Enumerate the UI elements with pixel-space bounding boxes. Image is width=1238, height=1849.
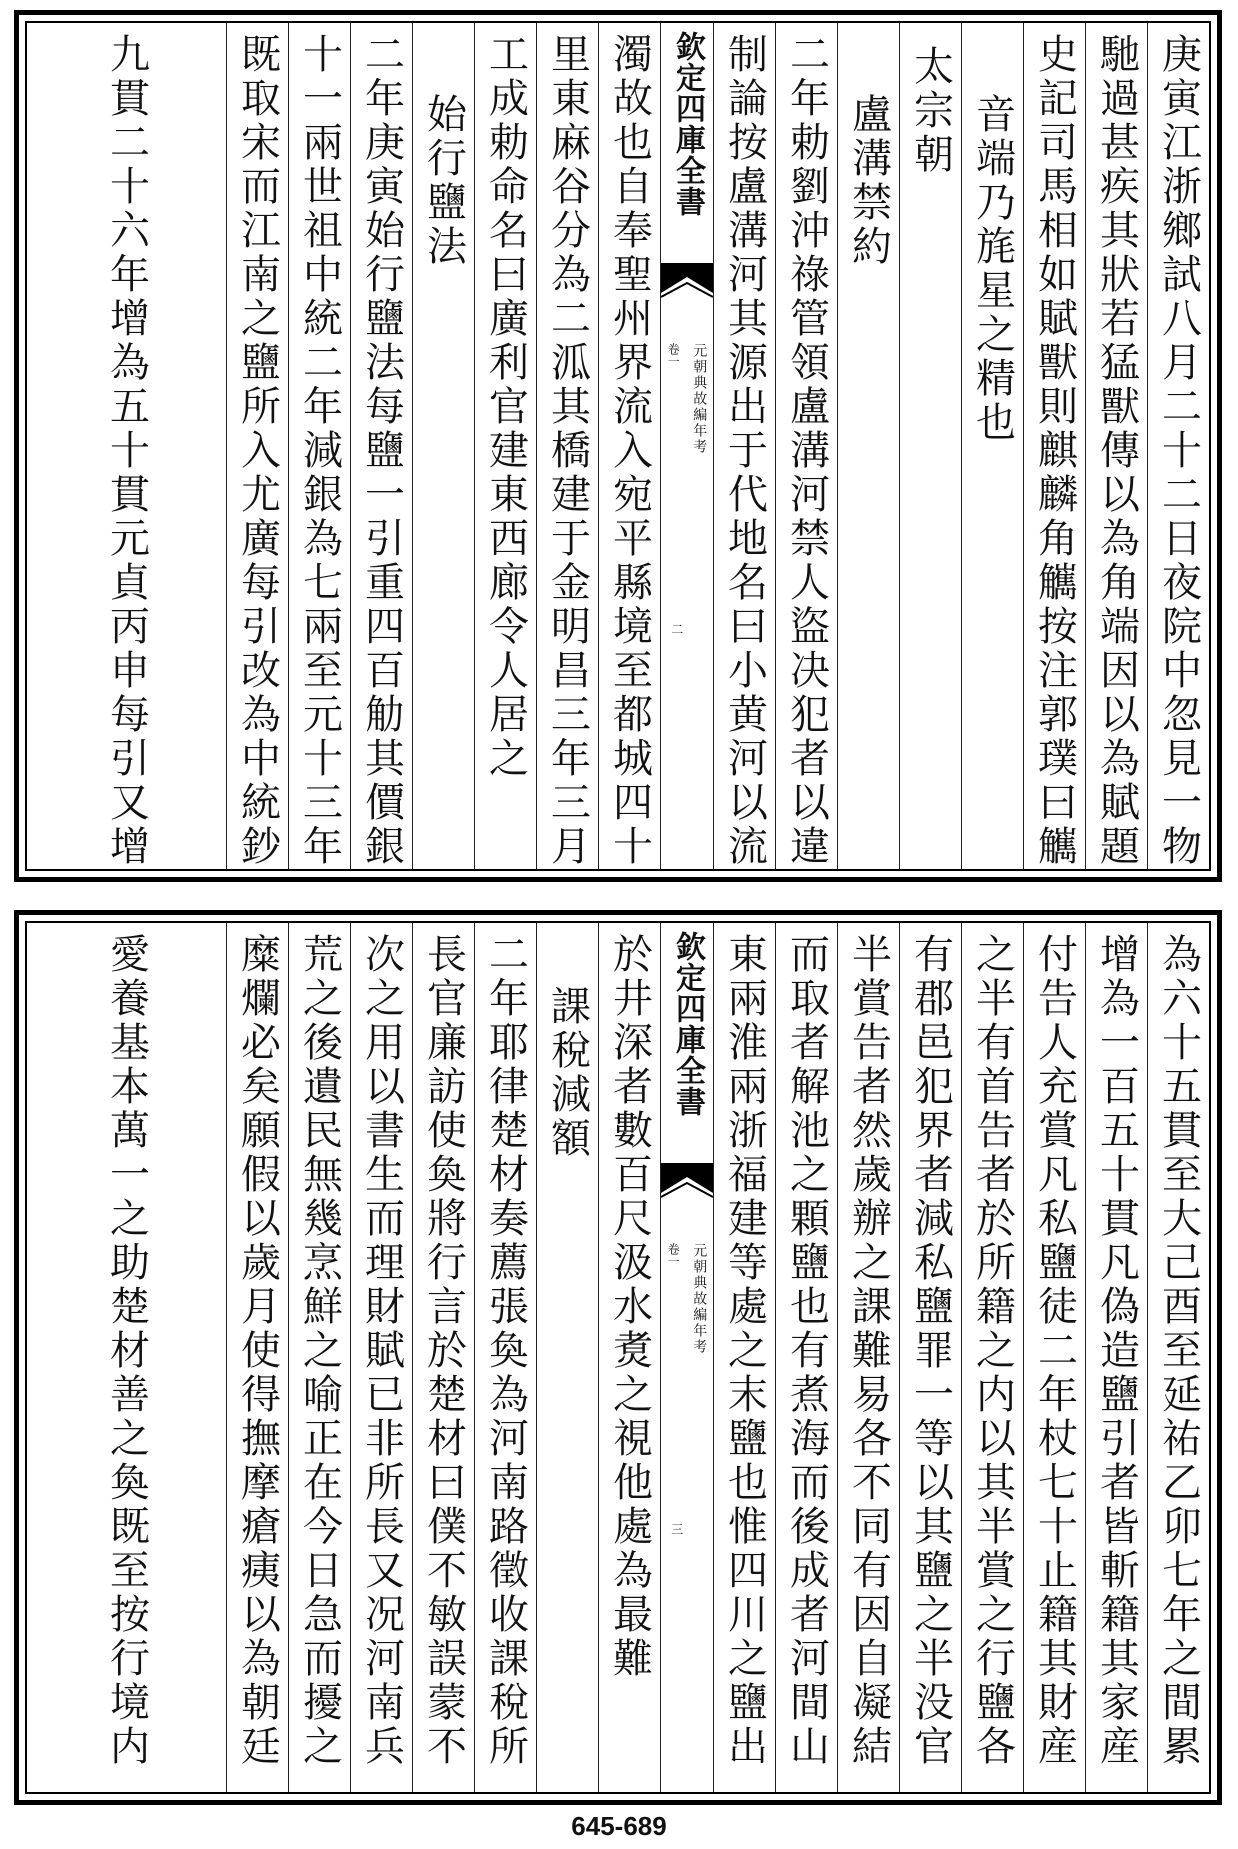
column-text: 既取宋而江南之鹽所入尤廣每引改為中統鈔: [234, 33, 281, 869]
text-column: [899, 23, 961, 869]
column-text: 長官廉訪使奐將行言於楚材曰僕不敏誤蒙不: [420, 933, 467, 1769]
text-column: [226, 23, 288, 869]
column-text: 增為一百五十貫凡偽造鹽引者皆斬籍其家産: [1093, 933, 1140, 1769]
top-page-columns: [25, 21, 1211, 871]
text-column: [837, 923, 899, 1792]
volume-label: 卷一: [666, 1243, 681, 1267]
text-column: [598, 23, 660, 869]
text-column: [713, 923, 775, 1792]
text-column: [536, 23, 598, 869]
section-heading: 盧溝禁約: [845, 93, 892, 269]
column-text: 二年耶律楚材奏薦張奐為河南路徵收課稅所: [482, 933, 529, 1769]
text-column: [226, 923, 288, 1792]
text-column: [1023, 23, 1085, 869]
fold-strip: [660, 23, 713, 869]
book-title: 欽定四庫全書: [670, 931, 705, 1117]
book-title: 欽定四庫全書: [670, 31, 705, 217]
text-column: [288, 23, 350, 869]
section-heading: 始行鹽法: [420, 93, 467, 269]
volume-label: 卷一: [666, 343, 681, 367]
text-column: [1023, 923, 1085, 1792]
text-column: [1147, 23, 1209, 869]
column-text: 史記司馬相如賦獸則麒麟角觽按注郭璞曰觽: [1031, 33, 1078, 869]
page-number: 二: [669, 623, 684, 635]
text-column: [350, 923, 412, 1792]
text-column: [1085, 23, 1147, 869]
text-column: [27, 923, 226, 1792]
column-text: 半賞告者然歲辦之課難易各不同有因自凝結: [845, 933, 892, 1769]
text-column: [27, 23, 226, 869]
section-heading: 太宗朝: [907, 45, 954, 177]
column-text: 為六十五貫至大己酉至延祐乙卯七年之間累: [1155, 933, 1202, 1769]
text-column: [536, 923, 598, 1792]
text-column: [837, 23, 899, 869]
text-column: [412, 923, 474, 1792]
column-text: 制論按盧溝河其源出于代地名曰小黄河以流: [721, 33, 768, 869]
text-column: [1147, 923, 1209, 1792]
column-text: 二年勅劉沖祿管領盧溝河禁人盜决犯者以違: [783, 33, 830, 869]
text-column: [598, 923, 660, 1792]
column-text: 於井深者數百尺汲水煑之視他處為最難: [606, 933, 653, 1681]
column-text: 有郡邑犯界者減私鹽罪一等以其鹽之半没官: [907, 933, 954, 1769]
column-text: 濁故也自奉聖州界流入宛平縣境至都城四十: [606, 33, 653, 869]
bottom-page-columns: [25, 921, 1211, 1794]
fish-tail-mark-icon: [661, 263, 713, 301]
text-column: [961, 23, 1023, 869]
page-number: 三: [669, 1523, 684, 1535]
column-text: 音端乃旄星之精也: [969, 93, 1016, 445]
column-text: 糜爛必矣願假以歲月使得撫摩瘡痍以為朝廷: [234, 933, 281, 1769]
fish-tail-mark-icon: [661, 1163, 713, 1201]
text-column: [775, 23, 837, 869]
column-text: 荒之後遺民無幾烹鮮之喻正在今日急而擾之: [296, 933, 343, 1769]
column-text: 十一兩世祖中統二年減銀為七兩至元十三年: [296, 33, 343, 869]
text-column: [288, 923, 350, 1792]
column-text: 愛養基本萬一之助楚材善之奐既至按行境内: [103, 933, 150, 1769]
text-column: [713, 23, 775, 869]
text-column: [412, 23, 474, 869]
text-column: [350, 23, 412, 869]
text-column: [474, 23, 536, 869]
column-text: 次之用以書生而理財賦已非所長又况河南兵: [358, 933, 405, 1769]
sub-title: 元朝典故編年考: [691, 343, 708, 455]
sub-title: 元朝典故編年考: [691, 1243, 708, 1355]
column-text: 二年庚寅始行鹽法每鹽一引重四百觔其價銀: [358, 33, 405, 869]
column-text: 付告人充賞凡私鹽徒二年杖七十止籍其財産: [1031, 933, 1078, 1769]
text-column: [1085, 923, 1147, 1792]
column-text: 工成勅命名曰廣利官建東西廊令人居之: [482, 33, 529, 781]
column-text: 九貫二十六年增為五十貫元貞丙申每引又增: [103, 33, 150, 869]
column-text: 之半有首告者於所籍之内以其半賞之行鹽各: [969, 933, 1016, 1769]
fold-strip: [660, 923, 713, 1792]
column-text: 馳過甚疾其狀若猛獸傳以為角端因以為賦題: [1093, 33, 1140, 869]
text-column: [899, 923, 961, 1792]
text-column: [961, 923, 1023, 1792]
catalog-number: 645-689: [571, 1811, 667, 1841]
top-page: [14, 10, 1222, 882]
bottom-page: [14, 910, 1222, 1805]
column-text: 里東麻谷分為二泒其橋建于金明昌三年三月: [544, 33, 591, 869]
column-text: 庚寅江浙鄉試八月二十二日夜院中忽見一物: [1155, 33, 1202, 869]
text-column: [474, 923, 536, 1792]
text-column: [775, 923, 837, 1792]
section-heading: 課稅減額: [544, 985, 591, 1161]
column-text: 而取者解池之顆鹽也有煮海而後成者河間山: [783, 933, 830, 1769]
column-text: 東兩淮兩浙福建等處之末鹽也惟四川之鹽出: [721, 933, 768, 1769]
